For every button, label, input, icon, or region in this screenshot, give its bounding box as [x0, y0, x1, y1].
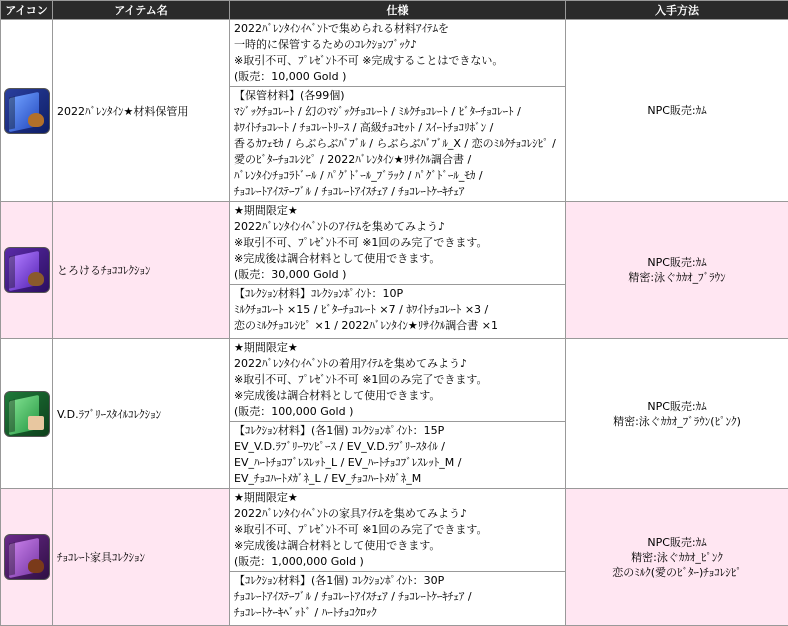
icon-cell: [1, 20, 53, 202]
spec-line: 【ｺﾚｸｼｮﾝ材料】(各1個) ｺﾚｸｼｮﾝﾎﾟｲﾝﾄ：30P: [234, 573, 562, 589]
spec-line: 2022ﾊﾞﾚﾝﾀｲﾝｲﾍﾞﾝﾄの着用ｱｲﾃﾑを集めてみよう♪: [234, 356, 562, 372]
spec-line: (販売：10,000 Gold ): [234, 69, 562, 85]
table-row: [1, 20, 788, 202]
spec-line: 【ｺﾚｸｼｮﾝ材料】ｺﾚｸｼｮﾝﾎﾟｲﾝﾄ：10P: [234, 286, 562, 302]
spec-line: ﾁｮｺﾚｰﾄｱｲｽﾃｰﾌﾞﾙ / ﾁｮｺﾚｰﾄｱｲｽﾁｪｱ / ﾁｮｺﾚｰﾄｹｰｷﾁｪｱ /: [234, 589, 562, 605]
acquire-line: NPC販売:ｶﾑ: [566, 399, 788, 414]
spec-line: 香るｶﾌｪﾓｶ / らぶらぶﾊﾞﾌﾞﾙ / らぶらぶﾊﾞﾌﾞﾙ_X / 恋のﾐﾙｸﾁｮｺﾚｼﾋﾟ /: [234, 136, 562, 152]
spec-materials: [230, 421, 565, 488]
spec-line: (販売：30,000 Gold ): [234, 267, 562, 283]
item-name: とろけるﾁｮｺｺﾚｸｼｮﾝ: [53, 202, 230, 339]
spec-line: ※完成後は調合材料として使用できます。: [234, 251, 562, 267]
spec-line: ﾊﾞﾚﾝﾀｲﾝﾁｮｺﾗﾄﾞｰﾙ / ﾊﾟｸﾞﾄﾞｰﾙ_ﾌﾞﾗｯｸ / ﾊﾟｸﾞﾄﾞｰﾙ_ﾓｶ /: [234, 168, 562, 184]
spec-line: ★期間限定★: [234, 203, 562, 219]
acquire-cell: [566, 489, 788, 626]
spec-line: 愛のﾋﾞﾀｰﾁｮｺﾚｼﾋﾟ / 2022ﾊﾞﾚﾝﾀｲﾝ★ﾘｻｲｸﾙ調合書 /: [234, 152, 562, 168]
spec-cell: [230, 20, 566, 202]
table-row: [1, 339, 788, 489]
acquire-line: 精密:泳ぐｶｶｵ_ﾌﾞﾗｳﾝ(ﾋﾟﾝｸ): [566, 414, 788, 429]
spec-line: 2022ﾊﾞﾚﾝﾀｲﾝｲﾍﾞﾝﾄで集められる材料ｱｲﾃﾑを: [234, 21, 562, 37]
acquire-line: NPC販売:ｶﾑ: [566, 103, 788, 118]
spec-description: [230, 489, 565, 571]
spec-materials: [230, 284, 565, 335]
icon-cell: [1, 489, 53, 626]
spec-line: ﾐﾙｸﾁｮｺﾚｰﾄ ×15 / ﾋﾞﾀｰﾁｮｺﾚｰﾄ ×7 / ﾎﾜｲﾄﾁｮｺﾚｰﾄ ×3 /: [234, 302, 562, 318]
item-name: ﾁｮｺﾚｰﾄ家具ｺﾚｸｼｮﾝ: [53, 489, 230, 626]
header-spec: 仕様: [230, 1, 566, 20]
icon-cell: [1, 202, 53, 339]
spec-line: ※完成後は調合材料として使用できます。: [234, 388, 562, 404]
spec-cell: [230, 202, 566, 339]
spec-line: (販売：1,000,000 Gold ): [234, 554, 562, 570]
table-row: [1, 202, 788, 339]
acquire-cell: [566, 339, 788, 489]
spec-line: EV_ﾊｰﾄﾁｮｺﾌﾞﾚｽﾚｯﾄ_L / EV_ﾊｰﾄﾁｮｺﾌﾞﾚｽﾚｯﾄ_M /: [234, 455, 562, 471]
melting-chocolate-book-icon: [4, 247, 50, 293]
spec-line: ﾁｮｺﾚｰﾄｹｰｷﾍﾞｯﾄﾞ / ﾊｰﾄﾁｮｺｸﾛｯｸ: [234, 605, 562, 621]
header-item-name: アイテム名: [53, 1, 230, 20]
spec-cell: [230, 339, 566, 489]
acquire-line: 精密:泳ぐｶｶｵ_ﾋﾟﾝｸ: [566, 550, 788, 565]
acquire-line: 精密:泳ぐｶｶｵ_ﾌﾞﾗｳﾝ: [566, 270, 788, 285]
spec-line: 【ｺﾚｸｼｮﾝ材料】(各1個) ｺﾚｸｼｮﾝﾎﾟｲﾝﾄ：15P: [234, 423, 562, 439]
acquire-line: NPC販売:ｶﾑ: [566, 255, 788, 270]
spec-line: 【保管材料】(各99個): [234, 88, 562, 104]
spec-line: 一時的に保管するためのｺﾚｸｼｮﾝﾌﾞｯｸ♪: [234, 37, 562, 53]
item-name: V.D.ﾗﾌﾞﾘｰｽﾀｲﾙｺﾚｸｼｮﾝ: [53, 339, 230, 489]
spec-line: ※取引不可、ﾌﾟﾚｾﾞﾝﾄ不可 ※完成することはできない。: [234, 53, 562, 69]
spec-materials: [230, 571, 565, 622]
spec-description: [230, 339, 565, 421]
header-acquire: 入手方法: [566, 1, 788, 20]
spec-description: [230, 20, 565, 86]
spec-line: ※取引不可、ﾌﾟﾚｾﾞﾝﾄ不可 ※1回のみ完了できます。: [234, 522, 562, 538]
acquire-line: NPC販売:ｶﾑ: [566, 535, 788, 550]
spec-line: 恋のﾐﾙｸﾁｮｺﾚｼﾋﾟ ×1 / 2022ﾊﾞﾚﾝﾀｲﾝ★ﾘｻｲｸﾙ調合書 ×1: [234, 318, 562, 334]
spec-line: EV_ﾁｮｺﾊｰﾄﾒｶﾞﾈ_L / EV_ﾁｮｺﾊｰﾄﾒｶﾞﾈ_M: [234, 471, 562, 487]
spec-line: ★期間限定★: [234, 340, 562, 356]
spec-line: EV_V.D.ﾗﾌﾞﾘｰﾜﾝﾋﾟｰｽ / EV_V.D.ﾗﾌﾞﾘｰｽﾀｲﾙ /: [234, 439, 562, 455]
spec-line: ※取引不可、ﾌﾟﾚｾﾞﾝﾄ不可 ※1回のみ完了できます。: [234, 235, 562, 251]
spec-line: ※完成後は調合材料として使用できます。: [234, 538, 562, 554]
header-icon: アイコン: [1, 1, 53, 20]
spec-line: ﾎﾜｲﾄﾁｮｺﾚｰﾄ / ﾁｮｺﾚｰﾄﾘｰｽ / 高級ﾁｮｺｾｯﾄ / ｽｲｰﾄﾁｮｺﾘﾎﾞﾝ /: [234, 120, 562, 136]
spec-line: ﾏｼﾞｯｸﾁｮｺﾚｰﾄ / 幻のﾏｼﾞｯｸﾁｮｺﾚｰﾄ / ﾐﾙｸﾁｮｺﾚｰﾄ / ﾋﾞﾀｰﾁｮｺﾚｰﾄ /: [234, 104, 562, 120]
chocolate-book-icon: [4, 88, 50, 134]
acquire-cell: [566, 20, 788, 202]
vd-style-book-icon: [4, 391, 50, 437]
spec-line: ★期間限定★: [234, 490, 562, 506]
icon-cell: [1, 339, 53, 489]
acquire-line: 恋のﾐﾙｸ(愛のﾋﾞﾀｰ)ﾁｮｺﾚｼﾋﾟ: [566, 565, 788, 580]
chocolate-furniture-book-icon: [4, 534, 50, 580]
spec-line: (販売：100,000 Gold ): [234, 404, 562, 420]
spec-line: 2022ﾊﾞﾚﾝﾀｲﾝｲﾍﾞﾝﾄの家具ｱｲﾃﾑを集めてみよう♪: [234, 506, 562, 522]
spec-line: 2022ﾊﾞﾚﾝﾀｲﾝｲﾍﾞﾝﾄのｱｲﾃﾑを集めてみよう♪: [234, 219, 562, 235]
spec-line: ﾁｮｺﾚｰﾄｱｲｽﾃｰﾌﾞﾙ / ﾁｮｺﾚｰﾄｱｲｽﾁｪｱ / ﾁｮｺﾚｰﾄｹｰｷﾁｪｱ: [234, 184, 562, 200]
table-header-row: [1, 1, 788, 20]
acquire-cell: [566, 202, 788, 339]
spec-line: ※取引不可、ﾌﾟﾚｾﾞﾝﾄ不可 ※1回のみ完了できます。: [234, 372, 562, 388]
spec-description: [230, 202, 565, 284]
item-name: 2022ﾊﾞﾚﾝﾀｲﾝ★材料保管用: [53, 20, 230, 202]
table-row: [1, 489, 788, 626]
spec-materials: [230, 86, 565, 201]
spec-cell: [230, 489, 566, 626]
